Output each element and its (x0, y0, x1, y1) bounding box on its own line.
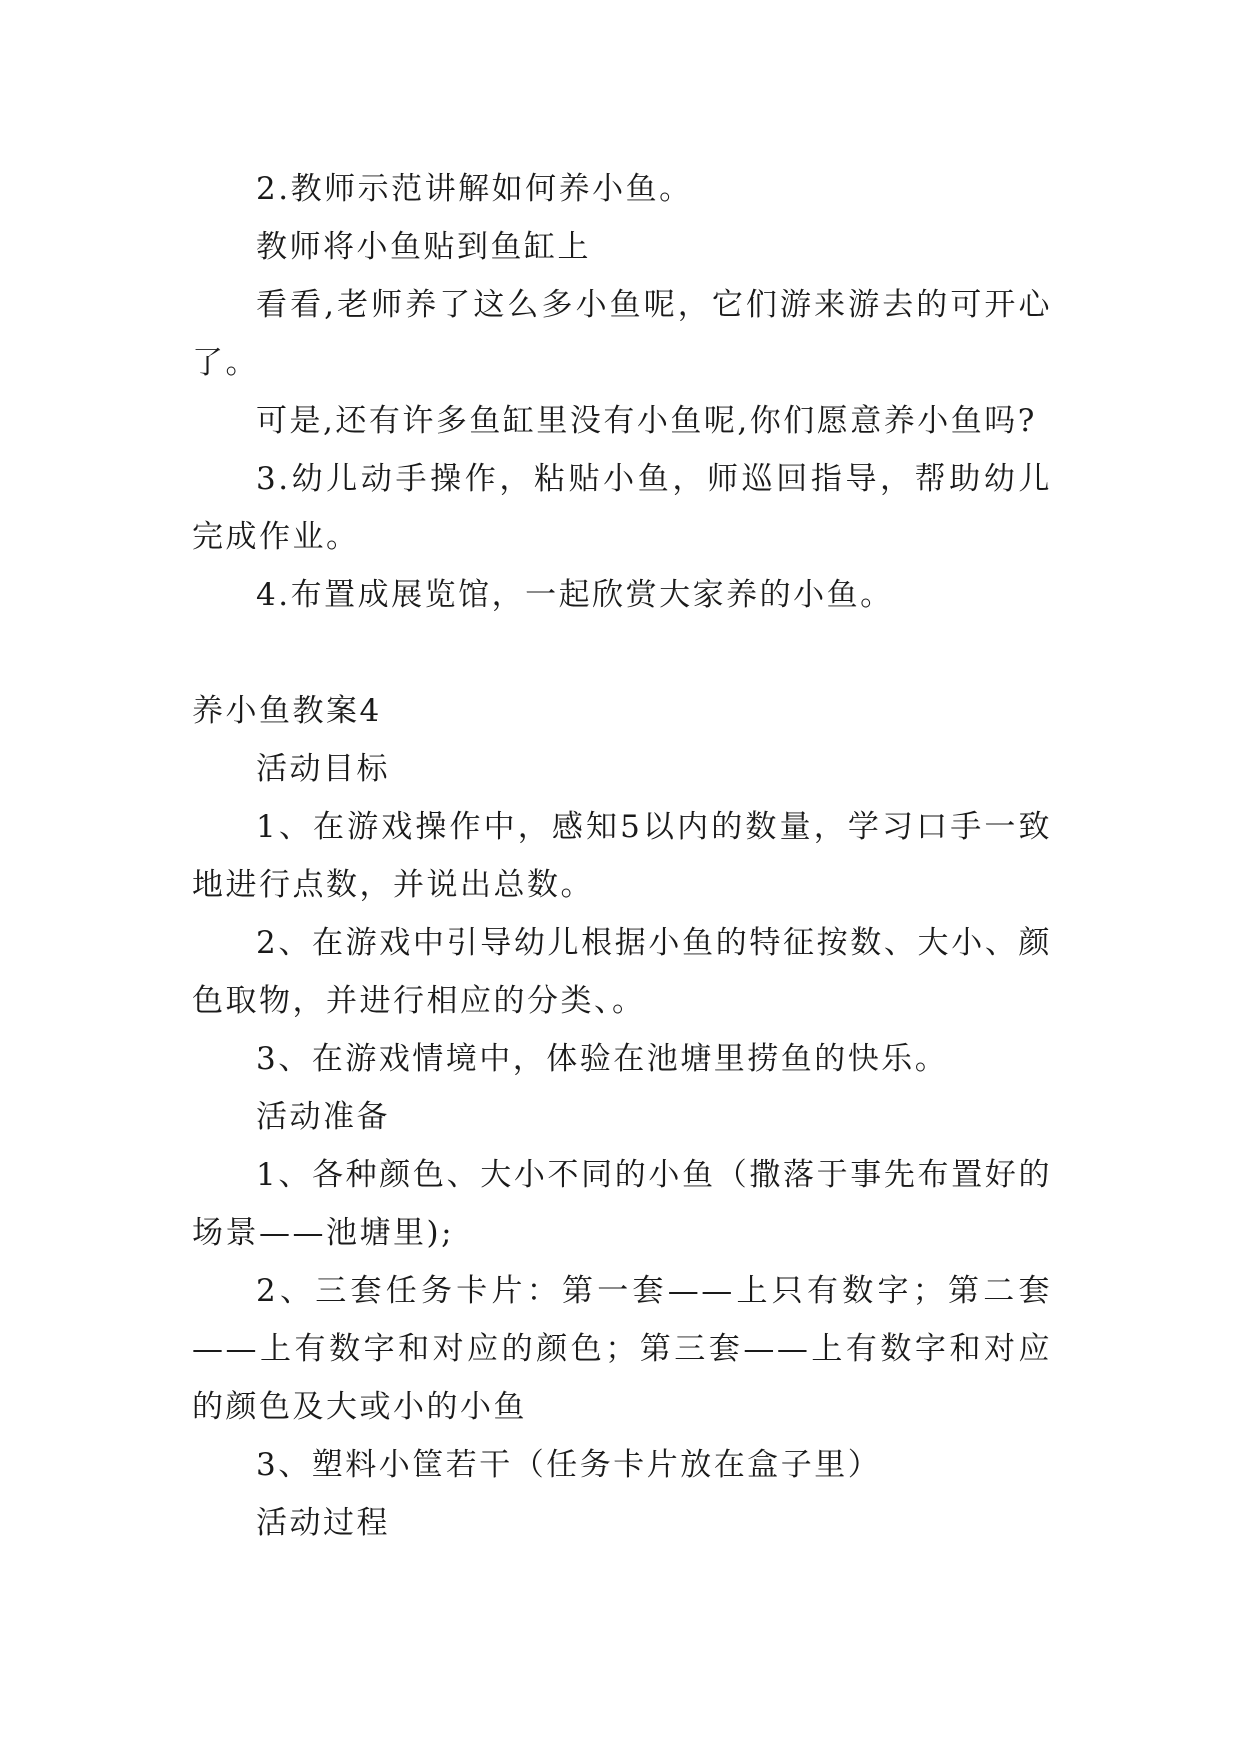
subheading-goals: 活动目标 (256, 751, 390, 787)
paragraph: 2.教师示范讲解如何养小鱼。 (256, 171, 693, 207)
paragraph: 3.幼儿动手操作，粘贴小鱼，师巡回指导，帮助幼儿完成作业。 (192, 461, 1052, 555)
paragraph: 4.布置成展览馆，一起欣赏大家养的小鱼。 (256, 577, 894, 613)
paragraph: 2、在游戏中引导幼儿根据小鱼的特征按数、大小、颜色取物，并进行相应的分类、。 (192, 925, 1052, 1019)
paragraph: 2、三套任务卡片：第一套——上只有数字；第二套——上有数字和对应的颜色；第三套——上有数字和对应的颜色及大或小的小鱼 (192, 1273, 1052, 1425)
paragraph: 看看,老师养了这么多小鱼呢，它们游来游去的可开心了。 (192, 287, 1052, 381)
paragraph: 3、在游戏情境中，体验在池塘里捞鱼的快乐。 (256, 1041, 949, 1077)
paragraph: 1、各种颜色、大小不同的小鱼（撒落于事先布置好的场景——池塘里); (192, 1157, 1052, 1251)
subheading-preparation: 活动准备 (256, 1099, 390, 1135)
paragraph: 可是,还有许多鱼缸里没有小鱼呢,你们愿意养小鱼吗? (256, 403, 1037, 439)
paragraph: 3、塑料小筐若干（任务卡片放在盒子里） (256, 1447, 882, 1483)
paragraph: 教师将小鱼贴到鱼缸上 (256, 229, 591, 265)
subheading-process: 活动过程 (256, 1505, 390, 1541)
paragraph: 1、在游戏操作中，感知5以内的数量，学习口手一致地进行点数，并说出总数。 (192, 809, 1052, 903)
section-heading: 养小鱼教案4 (192, 693, 382, 729)
document-body (192, 160, 1052, 1552)
